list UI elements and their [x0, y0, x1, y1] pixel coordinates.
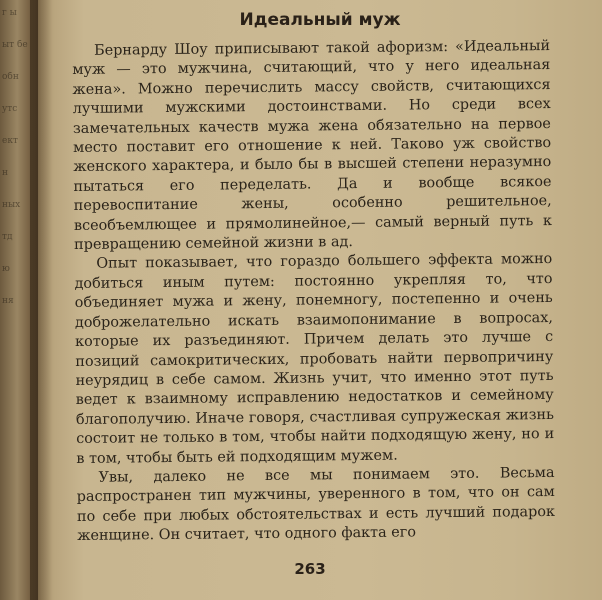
page-body [72, 37, 555, 547]
left-page-fragment: ыт бе [2, 40, 28, 50]
left-page-fragment: ект [2, 136, 18, 146]
book-gutter [30, 0, 52, 600]
left-page-fragment: ных [2, 200, 21, 210]
page-number: 263 [294, 560, 326, 578]
page-title: Идеальный муж [239, 10, 401, 30]
paragraph: Увы, далеко не все мы понимаем это. Весьма распространен тип мужчины, уверенного в том, что он сам по себе при любых обстоятельствах и есть лучший подарок женщине. Он считает, что одного факта его [76, 464, 556, 545]
left-page-fragment: утс [2, 104, 18, 114]
left-page-fragment: обн [2, 72, 19, 82]
paragraph: Опыт показывает, что гораздо большего эффекта можно добиться иным путем: постоянно укрепляя то, что объединяет мужа и жену, понемногу, постепенно и очень доброжелательно искать взаимопонимание в вопросах, которые их разъединяют. Причем делать это лучше с позиций самокритических, пробовать найти первопричину неурядиц в себе самом. Жизнь учит, что именно этот путь ведет к взаимному исправлению недостатков и семейному благополучию. Иначе говоря, счастливая супружеская жизнь состоит не только в том, чтобы найти подходящую жену, но и в том, чтобы быть ей подходящим мужем. [74, 251, 555, 467]
left-page-fragment: ня [2, 296, 14, 306]
left-page-fragment: тд [2, 232, 13, 242]
paragraph: Бернарду Шоу приписывают такой афоризм: «Идеальный муж — это мужчина, считающий, что у него идеальная жена». Можно перечислить массу свойств, считающихся лучшими мужскими достоинствами. Но среди всех замечательных качеств мужа жена обязательно на первое место поставит его отношение к ней. Таково уж свойство женского характера, и было бы в высшей степени неразумно пытаться его переделать. Да и вообще всякое перевоспитание жены, особенно решительное, всеобъемлющее и прямолинейное,— самый верный путь к превращению семейной жизни в ад. [72, 37, 552, 254]
left-page-fragment: н [2, 168, 8, 178]
left-page-fragment: ю [2, 264, 10, 274]
left-page-fragment: г ы [2, 8, 17, 18]
book-page [50, 0, 602, 600]
